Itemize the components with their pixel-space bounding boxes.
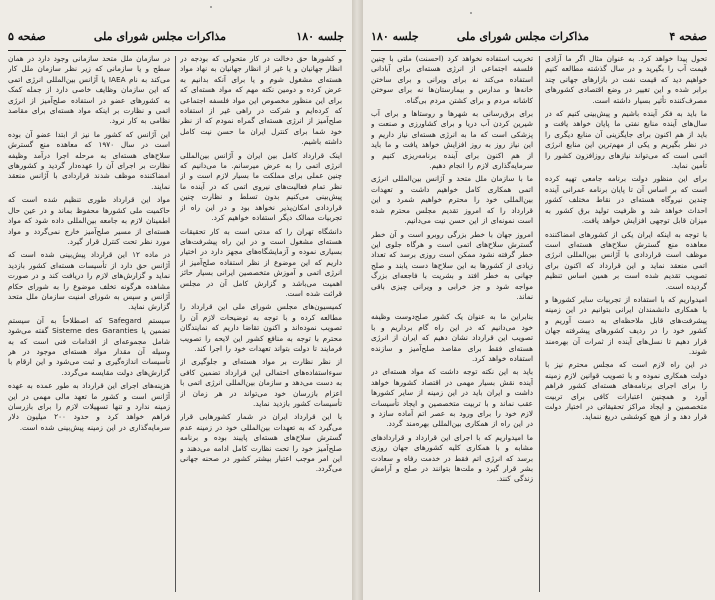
scan-speck: [210, 6, 212, 8]
paragraph: باید به این نکته توجه داشت که مواد هسته‌ای در آینده نقش بسیار مهمی در اقتصاد کشورها خواهد داشت و ایران باید در این زمینه از سایر کشورها عقب نماند و با تربیت متخصصین و ایجاد تأسیسات لازم خود را برای ورود به عصر اتم آماده سازد و در این راه از همکاری بین‌المللی بهره‌مند گردد.: [371, 367, 533, 429]
paragraph: ما باید به فکر آینده باشیم و پیش‌بینی کنیم که در سال‌های آینده منابع نفتی ما پایان خواهد یافت و باید از هم اکنون برای جایگزینی آن منابع دیگری را در نظر بگیریم و یکی از مهم‌ترین این منابع انرژی اتمی است که می‌تواند نیازهای روزافزون کشور را تأمین نماید.: [545, 109, 707, 171]
binding-gutter: [352, 0, 363, 600]
right-column-divider: [539, 56, 540, 592]
right-page-column-right: [545, 54, 707, 594]
paragraph: دانشگاه تهران را که مدتی است به کار تحقیقات هسته‌ای مشغول است و در این راه پیشرفت‌های بسیاری نموده و آزمایشگاه‌های مجهز دارد در اختیار داریم که این موضوع از نظر استفاده صلح‌آمیز از انرژی اتمی و آموزش متخصصین ایرانی بسیار حائز اهمیت می‌باشد و گزارش کامل آن در مجلس قرائت شده است.: [180, 226, 342, 298]
right-header-rule: [371, 50, 707, 51]
paragraph: امیدواریم که با استفاده از تجربیات سایر کشورها و با همکاری دانشمندان ایرانی بتوانیم در این زمینه پیشرفت‌های قابل ملاحظه‌ای به دست آوریم و کشور خود را در ردیف کشورهای پیشرفته جهان قرار دهیم تا نسل‌های آینده از ثمرات آن بهره‌مند شوند.: [545, 294, 707, 356]
paragraph: تخریب استفاده نخواهد کرد (احسنت) ملتی با چنین فلسفه اجتماعی از انرژی هسته‌ای برای آبادانی استفاده می‌کند نه برای ویرانی و برای ساختن خانه‌ها و مدارس و بیمارستان‌ها نه برای سوختن کاشانه مردم و برای کشتن مردم بی‌گناه.: [371, 54, 533, 105]
left-page-number: صفحه ۵: [8, 30, 46, 43]
paragraph: و کشورها حق دخالت در کار متحولی که بودجه در انظار جهانیان و یا غیر از انظار جهانیان به نهاد مواد هسته‌ای مشغول شوم و یا برای آنکه بدانیم به عرض کرده و دومین نکته مهم که مواد هسته‌ای که برای این منظور مخصوص این مواد فلسفه اجتماعی که کرده‌ایم و شرکت در راهی غیر از استفاده صلح‌آمیز از انرژی هسته‌ای گمراه نمودم که از نظر خود شما برای کنترل ایران ما حسن نیت کامل داشته باشیم.: [180, 54, 342, 147]
paragraph: امروز جهان با خطر بزرگی روبرو است و آن خطر گسترش سلاح‌های اتمی است و هرگاه جلوی این خطر گرفته نشود ممکن است روزی برسد که تعداد زیادی از کشورها به این سلاح‌ها دست یابند و صلح جهانی به خطر افتد و بشریت با فاجعه‌ای بزرگ مواجه شود و جز خرابی و ویرانی چیزی باقی نماند.: [371, 229, 533, 301]
right-page: [363, 0, 715, 600]
paragraph: با توجه به اینکه ایران یکی از کشورهای امضاکننده معاهده منع گسترش سلاح‌های هسته‌ای است موظف است قراردادی با آژانس بین‌المللی انرژی اتمی منعقد نماید و این قرارداد که اکنون برای تصویب تقدیم شده است بر همین اساس تنظیم گردیده است.: [545, 229, 707, 291]
paragraph: ما امیدواریم که با اجرای این قرارداد و قراردادهای مشابه و با همکاری کلیه کشورهای جهان روزی برسد که انرژی اتم فقط در خدمت رفاه و سعادت بشر قرار گیرد و ملت‌ها بتوانند در صلح و آرامش زندگی کنند.: [371, 432, 533, 484]
paragraph: کمیسیون‌های مجلس شورای ملی این قرارداد را مطالعه کرده و با توجه به توضیحات لازم آن را تصویب نموده‌اند و اکنون تقاضا داریم که نمایندگان محترم با توجه به منافع کشور این لایحه را تصویب فرمایند تا دولت بتواند تعهدات خود را اجرا کند.: [180, 302, 342, 353]
right-page-header: [371, 30, 707, 48]
paragraph: بنابراین ما به عنوان یک کشور صلح‌دوست وظیفه خود می‌دانیم که در این راه گام برداریم و با تصویب این قرارداد نشان دهیم که ایران از انرژی هسته‌ای فقط برای مقاصد صلح‌آمیز و سازنده استفاده خواهد کرد.: [371, 312, 533, 363]
left-page-header: [8, 30, 344, 48]
right-page-title: مذاکرات مجلس شورای ملی: [456, 30, 589, 43]
paragraph: از نظر نظارت بر مواد هسته‌ای و جلوگیری از سوءاستفاده‌های احتمالی این قرارداد تضمین کافی به دست می‌دهد و سازمان بین‌المللی انرژی اتمی با اعزام بازرسان خود می‌تواند در هر زمان از تأسیسات کشور بازدید نماید.: [180, 357, 342, 408]
paragraph: این آژانس که کشور ما نیز از ابتدا عضو آن بوده است در سال ۱۹۷۰ که معاهده منع گسترش سلاح‌های هسته‌ای به مرحله اجرا درآمد وظیفه نظارت بر اجرای آن را عهده‌دار گردید و کشورهای امضاکننده موظف شدند قراردادی با آژانس منعقد نمایند.: [8, 129, 170, 191]
paragraph: اینک قرارداد کامل بین ایران و آژانس بین‌المللی انرژی اتمی را به عرض میرسانم. ما می‌دانیم که چنین عملی برای مملکت ما بسیار لازم است و از نظر تمام فعالیت‌های نیروی اتمی که در آینده ما پیش‌بینی می‌کنیم بدون تسلط و نظارت چنین قراردادی امکان‌پذیر نخواهد بود و در این راه از تجربیات ممالک دیگر استفاده خواهیم کرد.: [180, 150, 342, 223]
paragraph: مواد این قرارداد طوری تنظیم شده است که حاکمیت ملی کشورها محفوظ بماند و در عین حال اطمینان لازم به جامعه بین‌المللی داده شود که مواد هسته‌ای از مسیر صلح‌آمیز خارج نمی‌گردد و مواد مورد نظر تحت کنترل قرار گیرد.: [8, 195, 170, 246]
left-page-session: جلسه ۱۸۰: [296, 30, 344, 43]
paragraph: برای این منظور دولت برنامه جامعی تهیه کرده است که بر اساس آن تا پایان برنامه عمرانی آینده چندین نیروگاه هسته‌ای در نقاط مختلف کشور احداث خواهد شد و ظرفیت تولید برق کشور به میزان قابل توجهی افزایش خواهد یافت.: [545, 174, 707, 226]
paragraph: در سازمان ملل متحد سازمانی وجود دارد در همان سطح و یا سازمانی که زیر نظر سازمان ملل کار می‌کند به نام IAEA یا آژانس بین‌المللی انرژی اتمی که این سازمان وظایف خاصی دارد از جمله کمک به کشورهای عضو در استفاده صلح‌آمیز از انرژی اتمی و نظارت بر اینکه مواد هسته‌ای برای مقاصد نظامی به کار نرود.: [8, 54, 170, 126]
paragraph: برای برق‌رسانی به شهرها و روستاها و برای آب شیرین کردن آب دریا و برای کشاورزی و صنعت و پزشکی است که ما به انرژی هسته‌ای نیاز داریم و این نیاز روز به روز افزایش خواهد یافت و ما باید از هم اکنون برای آینده برنامه‌ریزی کنیم و سرمایه‌گذاری لازم را انجام دهیم.: [371, 109, 533, 171]
right-page-session: جلسه ۱۸۰: [371, 30, 419, 43]
left-page-title: مذاکرات مجلس شورای ملی: [93, 30, 226, 43]
paragraph: تحول پیدا خواهد کرد. به عنوان مثال اگر ما آزادی قیمت آب را بگیرید و در سال گذشته مطالعه کنیم خواهیم دید که قیمت نفت در بازارهای جهانی چند برابر شده و این تغییر در وضع اقتصادی کشورهای مصرف‌کننده تأثیر بسیار داشته است.: [545, 54, 707, 105]
paragraph: با این قرارداد ایران در شمار کشورهایی قرار می‌گیرد که به تعهدات بین‌المللی خود در زمینه عدم گسترش سلاح‌های هسته‌ای پایبند بوده و برنامه صلح‌آمیز خود را تحت نظارت کامل ادامه می‌دهند و این امر موجب اعتبار بیشتر کشور در صحنه جهانی می‌گردد.: [180, 412, 342, 474]
paragraph: ما با سازمان ملل متحد و آژانس بین‌المللی انرژی اتمی همکاری کامل خواهیم داشت و تعهدات بین‌المللی خود را محترم خواهیم شمرد و این قرارداد را که امروز تقدیم مجلس محترم شده است نمونه‌ای از این حسن نیت می‌دانیم.: [371, 174, 533, 226]
right-page-column-left: [371, 54, 533, 594]
paragraph: در این راه لازم است که مجلس محترم نیز با دولت همکاری نموده و با تصویب قوانین لازم زمینه را برای اجرای برنامه‌های هسته‌ای کشور فراهم آورد و همچنین اعتبارات کافی برای تربیت متخصصین و ایجاد مراکز تحقیقاتی در اختیار دولت قرار دهد و از هیچ کوششی دریغ ننماید.: [545, 360, 707, 422]
left-page: [0, 0, 352, 600]
paragraph: در ماده ۱۲ این قرارداد پیش‌بینی شده است که آژانس حق دارد از تأسیسات هسته‌ای کشور بازدید نماید و گزارش‌های لازم را دریافت کند و در صورت مشاهده هرگونه تخلف موضوع را به شورای حکام آژانس و سپس به شورای امنیت سازمان ملل متحد گزارش نماید.: [8, 250, 170, 312]
left-page-column-right: [180, 54, 342, 594]
left-header-rule: [8, 50, 346, 51]
scan-speck: [470, 12, 472, 14]
left-column-divider: [175, 56, 176, 592]
paragraph: هزینه‌های اجرای این قرارداد به طور عمده به عهده آژانس است و کشور ما تعهد مالی مهمی در این زمینه ندارد و تنها تسهیلات لازم را برای بازرسان فراهم خواهد کرد و حدود ۲۰۰ میلیون دلار سرمایه‌گذاری در این زمینه پیش‌بینی شده است.: [8, 381, 170, 432]
right-page-number: صفحه ۴: [669, 30, 707, 43]
left-page-column-left: [8, 54, 170, 594]
paragraph: سیستم Safegard که اصطلاحاً به آن سیستم تضمین یا Sisteme des Garanties گفته می‌شود شامل مجموعه‌ای از اقدامات فنی است که به وسیله آن مقدار مواد هسته‌ای موجود در هر تأسیسات اندازه‌گیری و ثبت می‌شود و این ارقام با گزارش‌های دولت مقایسه می‌گردد.: [8, 315, 170, 377]
